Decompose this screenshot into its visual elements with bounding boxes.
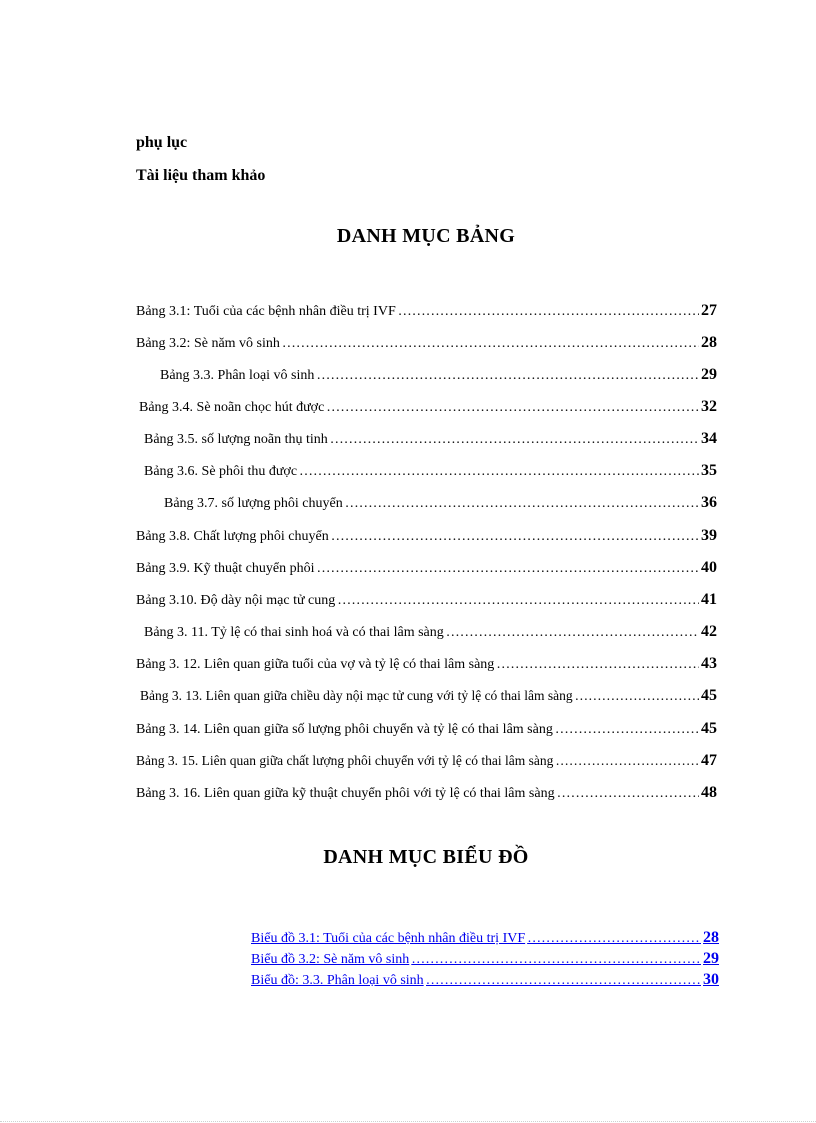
dot-leader (555, 722, 699, 738)
table-entry-page: 45 (701, 687, 717, 704)
dot-leader (316, 368, 699, 384)
table-entry-page: 29 (701, 366, 717, 383)
table-entry (136, 334, 717, 352)
table-entry (160, 366, 717, 384)
table-entry-label: Bảng 3. 12. Liên quan giữa tuổi của vợ và tỷ lệ có thai lâm sàng (136, 657, 495, 672)
table-entry-page: 28 (701, 334, 717, 351)
dot-leader (398, 304, 699, 320)
dot-leader (446, 625, 699, 641)
chart-entry-page: 28 (703, 929, 719, 946)
table-entry-label: Bảng 3.8. Chất lượng phôi chuyển (136, 529, 329, 544)
table-entry-page: 35 (701, 462, 717, 479)
chart-entry-label: Biểu đồ 3.2: Sè năm vô sinh (251, 952, 410, 967)
dot-leader (496, 657, 699, 673)
chart-entry-link[interactable] (251, 971, 719, 989)
table-entry-label: Bảng 3. 16. Liên quan giữa kỹ thuật chuyển phôi với tỷ lệ có thai lâm sàng (136, 786, 555, 801)
table-entry-label: Bảng 3.7. số lượng phôi chuyển (164, 496, 343, 511)
table-entry-page: 42 (701, 623, 717, 640)
dot-leader (299, 464, 699, 480)
table-entry (136, 784, 717, 802)
dot-leader (555, 753, 699, 769)
table-entry (139, 398, 717, 416)
dot-leader (282, 336, 699, 352)
table-entry-label: Bảng 3.10. Độ dày nội mạc tử cung (136, 593, 336, 608)
table-entry (136, 527, 717, 545)
table-entry (136, 655, 717, 673)
table-entry-label: Bảng 3. 14. Liên quan giữa số lượng phôi chuyển và tỷ lệ có thai lâm sàng (136, 722, 553, 737)
dot-leader (337, 593, 699, 609)
table-entry (144, 623, 717, 641)
table-entry (144, 462, 717, 480)
table-entry (136, 720, 717, 738)
chart-entry-link[interactable] (251, 929, 719, 947)
table-entry-label: Bảng 3.5. số lượng noãn thụ tinh (144, 432, 328, 447)
table-entry (136, 752, 717, 770)
table-entry-label: Bảng 3.9. Kỹ thuật chuyển phôi (136, 561, 315, 576)
table-entry (140, 687, 717, 705)
table-entry-page: 41 (701, 591, 717, 608)
chart-entry-page: 30 (703, 971, 719, 988)
chart-entry-label: Biểu đồ: 3.3. Phân loại vô sinh (251, 973, 424, 988)
table-entry-page: 39 (701, 527, 717, 544)
table-entry-page: 45 (701, 720, 717, 737)
dot-leader (411, 952, 701, 968)
table-entry-page: 43 (701, 655, 717, 672)
charts-section-title: DANH MỤC BIỂU ĐỒ (323, 846, 529, 868)
references-heading: Tài liệu tham khảo (136, 167, 266, 184)
appendix-heading: phụ lục (136, 134, 188, 151)
table-entry-page: 27 (701, 302, 717, 319)
table-entry-label: Bảng 3. 11. Tỷ lệ có thai sinh hoá và có thai lâm sàng (144, 625, 444, 640)
table-entry-page: 47 (701, 752, 717, 769)
chart-entry-page: 29 (703, 950, 719, 967)
dot-leader (527, 931, 701, 947)
chart-entry-label: Biểu đồ 3.1: Tuổi của các bệnh nhân điều trị IVF (251, 931, 526, 946)
table-entry-page: 32 (701, 398, 717, 415)
table-entry (144, 430, 717, 448)
table-entry (136, 591, 717, 609)
table-entry-label: Bảng 3.3. Phân loại vô sinh (160, 368, 315, 383)
table-entry-page: 36 (701, 494, 717, 511)
table-entry-label: Bảng 3. 15. Liên quan giữa chất lượng phôi chuyển với tỷ lệ có thai lâm sàng (136, 753, 554, 768)
table-entry-label: Bảng 3. 13. Liên quan giữa chiều dày nội mạc tử cung với tỷ lệ có thai lâm sàng (140, 688, 573, 703)
chart-entry-link[interactable] (251, 950, 719, 968)
table-entry (136, 559, 717, 577)
table-entry-page: 48 (701, 784, 717, 801)
dot-leader (557, 786, 699, 802)
table-entry-label: Bảng 3.2: Sè năm vô sinh (136, 336, 280, 351)
table-entry-label: Bảng 3.4. Sè noãn chọc hút được (139, 400, 325, 415)
tables-section-title: DANH MỤC BẢNG (336, 225, 516, 247)
table-entry (136, 302, 717, 320)
dot-leader (426, 973, 701, 989)
dot-leader (316, 561, 699, 577)
dot-leader (326, 400, 699, 416)
table-entry-label: Bảng 3.1: Tuổi của các bệnh nhân điều trị IVF (136, 304, 396, 319)
dot-leader (331, 529, 699, 545)
dot-leader (575, 688, 699, 704)
dot-leader (345, 496, 699, 512)
table-entry-page: 34 (701, 430, 717, 447)
table-entry-page: 40 (701, 559, 717, 576)
dot-leader (330, 432, 699, 448)
table-entry-label: Bảng 3.6. Sè phôi thu được (144, 464, 298, 479)
page-bottom-border (0, 1121, 816, 1122)
table-entry (164, 494, 717, 512)
